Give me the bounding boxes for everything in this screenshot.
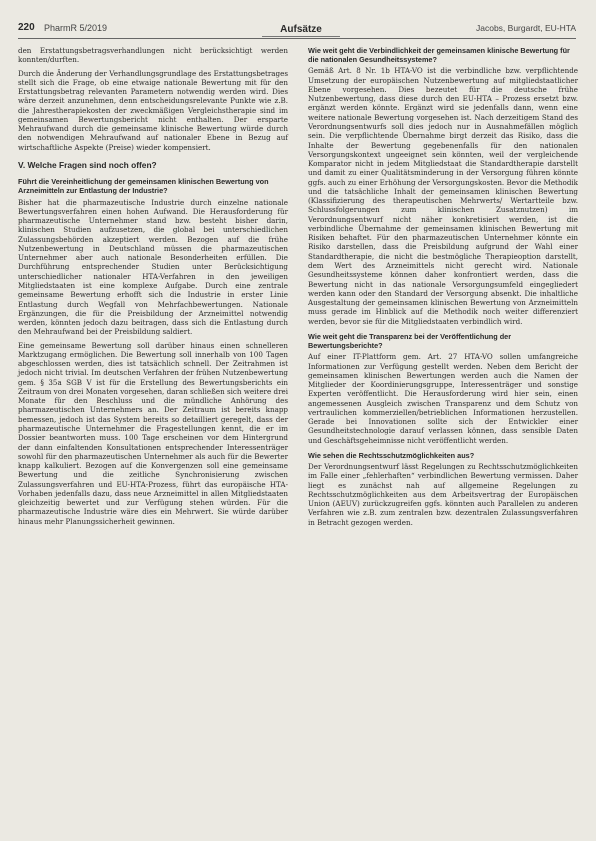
left-column	[18, 46, 288, 530]
section-heading: V. Welche Fragen sind noch offen?	[18, 159, 157, 170]
paragraph: Bisher hat die pharmazeutische Industrie durch einzelne nationale Bewertungsverfahren einen hohen Aufwand. Die Herausforderung für pharmazeutische Unternehmer stand bzw. besteht bisher darin, klinischen Studien aufzusetzen, die global bei unterschiedlichen Zulassungsbehörden akzeptiert werden. Bezogen auf die frühe Nutzenbewertung in Deutschland müssen die pharmazeutischen Unternehmer aber auch nationale Besonderheiten erfüllen. Die Durchführung entsprechender Studien unter Berücksichtigung unterschiedlicher nationaler HTA-Verfahren in den jeweiligen Mitgliedstaaten ist eine komplexe Aufgabe. Durch eine zentrale gemeinsame Bewertung erhofft sich die Industrie in erster Linie Entlastung durch Wegfall von Mehrfachbewertungen. Nationale Ergänzungen, die für die Preisbildung der Arzneimittel notwendig werden, könnten jedoch dazu beitragen, dass sich die Entlastung durch den Mehraufwand bei der Preisbildung saldiert.	[18, 197, 288, 337]
paragraph: Auf einer IT-Plattform gem. Art. 27 HTA-VO sollen umfangreiche Informationen zur Verfügung gestellt werden. Neben dem Bericht der gemeinsamen klinischen Bewertungen werden auch die Namen der Mitglieder der Koordinierungsgruppe, Interessenträger und sonstige Experten veröffentlicht. Die Herausforderung wird hier sein, einen angemessenen Ausgleich zwischen Transparenz und dem Schutz von vertraulichen kommerziellen/betrieblichen Informationen herzustellen. Gerade bei Innovationen sollte sich der Entwickler einer Gesundheitstechnologie darauf verlassen können, dass sensible Daten und Geschäftsgeheimnisse nicht veröffentlicht werden.	[308, 352, 578, 445]
header-rule	[18, 38, 576, 39]
paragraph: Durch die Änderung der Verhandlungsgrundlage des Erstattungsbetrages stellt sich die Frage, ob eine etwaige nationale Bewertung mit für den Erstattungsbetrag relevanten Parametern notwendig werden wird. Dies wäre derzeit anzunehmen, denn entscheidungsrelevante Punkte wie z.B. die Jahrestherapiekosten der zweckmäßigen Vergleichstherapie sind im gemeinsamen Bewertungsbericht nicht enthalten. Der ersparte Mehraufwand durch die gemeinsame klinische Bewertung würde durch den notwendigen Mehraufwand auf nationaler Ebene in Bezug auf wirtschaftliche Aspekte (Preise) wieder kompensiert.	[18, 68, 288, 152]
right-column	[308, 46, 578, 531]
subsection-heading: Wie weit geht die Verbindlichkeit der gemeinsamen klinische Bewertung für die nationalen Gesundheitssysteme?	[308, 46, 570, 65]
paragraph: Der Verordnungsentwurf lässt Regelungen zu Rechtsschutzmöglichkeiten im Falle einer „fehlerhaften“ verbindlichen Bewertung vermissen. Daher liegt es zunächst nah auf allgemeine Regelungen zu Rechtsschutzmöglichkeiten aus dem Arbeitsvertrag der Europäischen Union (AEUV) zurückzugreifen ggfs. könnten auch Parallelen zu anderen Verfahren wie z.B. zum zentralen bzw. dezentralen Zulassungsverfahren in Betracht gezogen werden.	[308, 462, 578, 527]
journal-name: PharmR 5/2019	[44, 23, 108, 33]
page-number: 220	[18, 22, 35, 33]
subsection-heading: Führt die Vereinheitlichung der gemeinsamen klinischen Bewertung von Arzneimitteln zur Entlastung der Industrie?	[18, 177, 269, 196]
running-authors: Jacobs, Burgardt, EU-HTA	[476, 23, 576, 33]
section-label: Aufsätze	[262, 24, 340, 37]
paragraph: Eine gemeinsame Bewertung soll darüber hinaus einen schnelleren Marktzugang ermöglichen. Die Bewertung soll innerhalb von 100 Tagen abgeschlossen werden, dies ist tatsächlich schnell. Der Zeitrahmen ist jedoch nicht trivial. Im deutschen Verfahren der frühen Nutzenbewertung gem. § 35a SGB V ist für die Erstellung des Bewertungsberichts ein Zeitraum von drei Monaten vorgesehen, daran schließen sich weitere drei Monate für den Beschluss und die mündliche Anhörung des pharmazeutischen Unternehmers an. Der Zeitraum ist bereits knapp bemessen, jedoch ist das System bereits so detailliert geregelt, dass der pharmazeutische Unternehmer die Fragestellungen kennt, die er im Dossier beantworten muss. 100 Tage erscheinen vor dem Hintergrund der dann einfaltenden Konsultationen entsprechender Interessenträger sowohl für den pharmazeutischen Unternehmer als auch für die Bewerter knapp kalkuliert. Bezogen auf die Konvergenzen soll eine gemeinsame Bewertung und die zeitliche Synchronisierung zwischen Zulassungsverfahren und EU-HTA-Prozess, führt das europäische HTA-Vorhaben jedenfalls dazu, dass neue Arzneimittel in allen Mitgliedstaaten gleichzeitig bewertet und zur Verfügung stehen würden. Für die pharmazeutische Industrie wäre dies ein Mehrwert. Sie würde darüber hinaus mehr Planungssicherheit gewinnen.	[18, 340, 288, 526]
subsection-heading: Wie sehen die Rechtsschutzmöglichkeiten aus?	[308, 450, 475, 460]
paragraph: Gemäß Art. 8 Nr. 1b HTA-VO ist die verbindliche bzw. verpflichtende Umsetzung der europäischen Nutzenbewertung auf mitgliedstaatlicher Ebene vorgesehen. Dies bezeutet für die deutsche frühe Nutzenbewertung, dass diese durch den EU-HTA – Prozess ersetzt bzw. ergänzt werden könnte. Ergänzt wird sie jedenfalls dann, wenn eine weitere nationale Bewertung vorgesehen ist. Nach derzeitigem Stand des Verordnungsentwurfs soll dies jedoch nur in Ausnahmefällen möglich sein. Die verpflichtende Übernahme birgt derzeit das Risiko, dass die Inhalte der Bewertung gegebenenfalls für den nationalen Versorgungskontext ungeeignet sein könnten, weil der vergleichende Komparator nicht in jedem Mitgliedstaat die Standardtherapie darstellt und damit zu einer Qualitätsminderung in der Versorgung führen könnte ggfs. auch zu einer Erhöhung der Versorgungskosten. Bevor die Methodik und die tatsächliche Inhalt der gemeinsamen klinischen Bewertung (Klassifizierung des therapeutischen Mehrwerts/ Wertartteile bzw. Schlussfolgerungen zum klinischen Zusatznutzen) im Verordnungsentwurf nicht näher konkretisiert werden, ist die verbindliche Übernahme der gemeinsamen klinischen Bewertung mit Risiken behaftet. Für den pharmazeutischen Unternehmer könnte ein Risiko darstellen, dass die Preisbildung aufgrund der Wahl einer Standardtherapie, die nicht die bestmögliche Therapieoption darstellt, dem Wert des Arzneimittels nicht gerecht wird. Nationale Gesundheitssysteme können daher konfrontiert werden, dass die Bewertung nicht in das nationale Versorgungsumfeld eingegliedert werden kann oder den Standard der Versorgung absenkt. Die inhaltliche Ausgestaltung der gemeinsamen klinischen Bewertung von Arzneimitteln muss gerade im Hinblick auf die Methodik noch weiter differenziert werden, bevor sie für die Mitgliedstaaten verbindlich wird.	[308, 66, 578, 326]
subsection-heading: Wie weit geht die Transparenz bei der Veröffentlichung der Bewertungsberichte?	[308, 331, 512, 351]
page-header	[18, 22, 576, 38]
paragraph: den Erstattungsbetragsverhandlungen nicht berücksichtigt werden konnten/durften.	[18, 46, 288, 65]
